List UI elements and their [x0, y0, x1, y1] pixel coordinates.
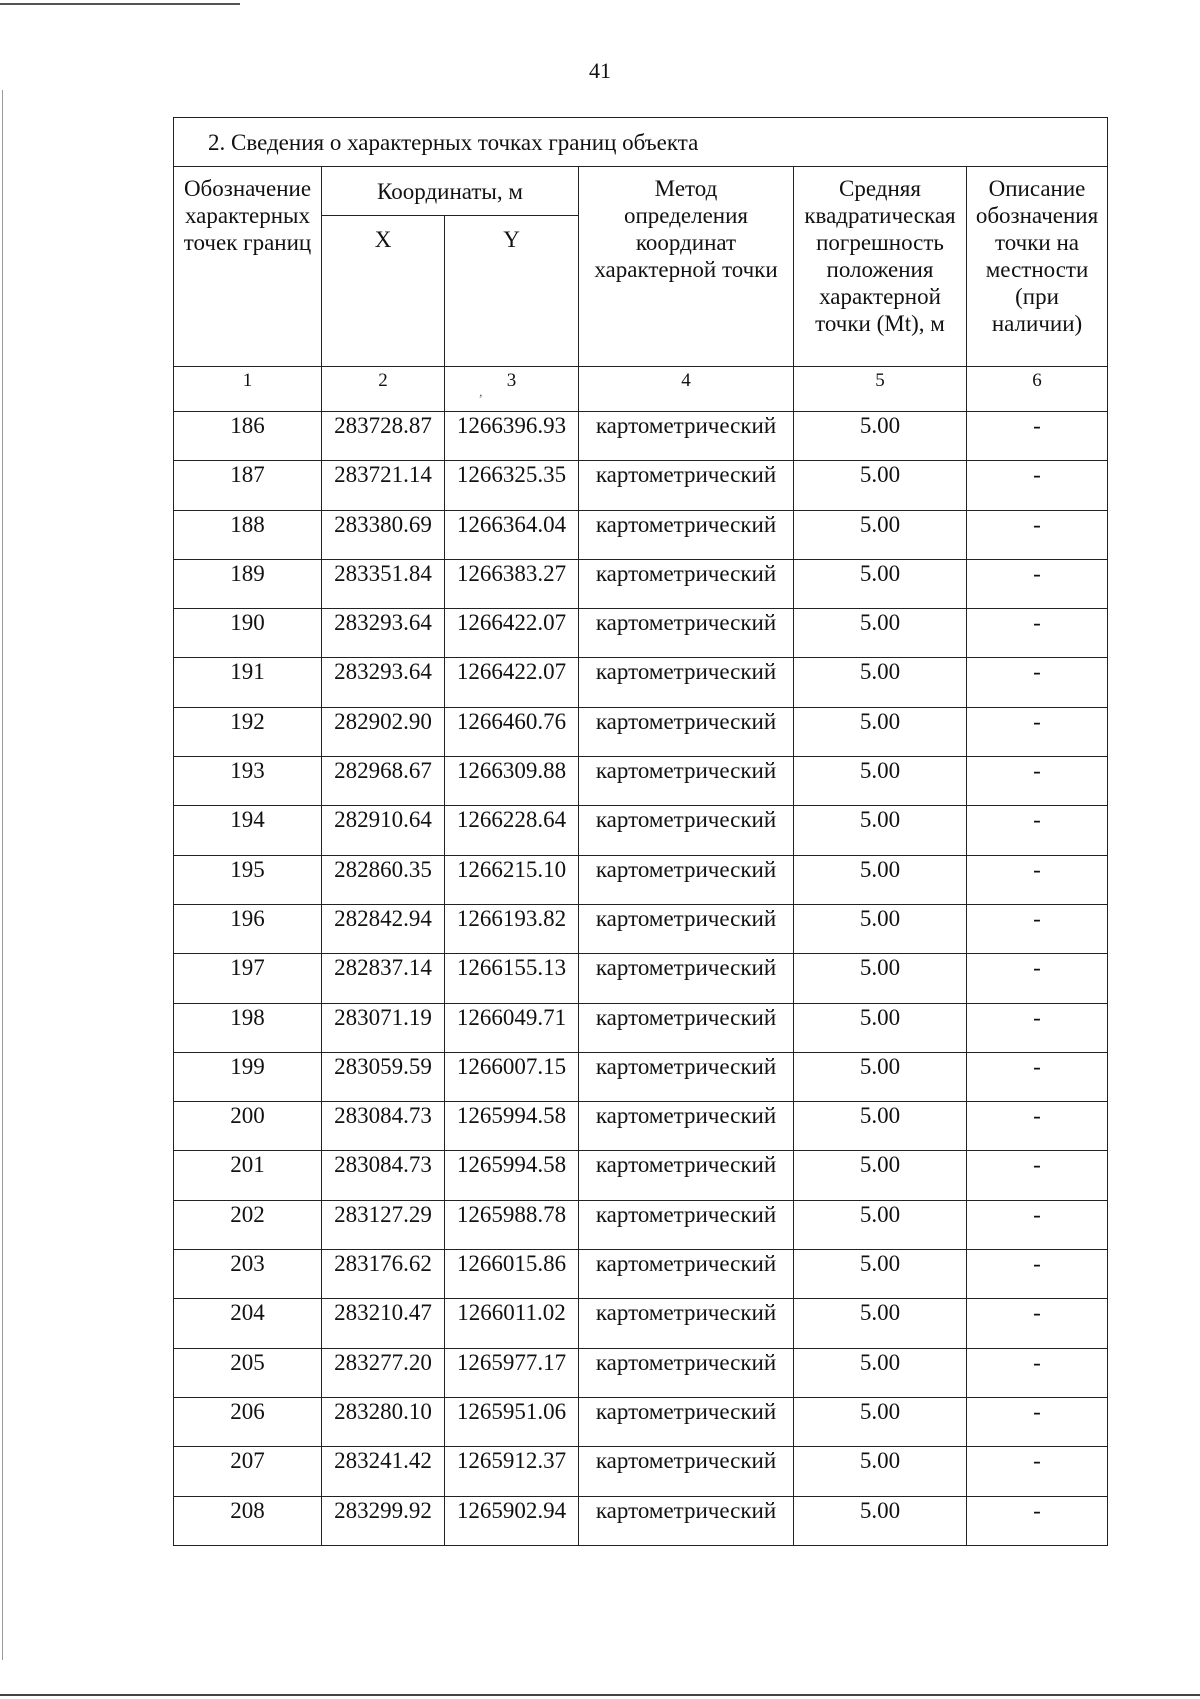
cell-mean-error: 5.00: [794, 707, 967, 756]
stray-mark: ,: [479, 385, 483, 400]
cell-mean-error: 5.00: [794, 1200, 967, 1249]
cell-mean-error: 5.00: [794, 1299, 967, 1348]
header-error: Средняя квадратическая погрешность положения характерной точки (Mt), м: [794, 167, 967, 367]
table-row: [174, 1496, 1108, 1545]
scan-edge-bottom: [0, 1694, 1200, 1696]
cell-coord-y: 1266007.15: [445, 1052, 579, 1101]
cell-method: картометрический: [579, 904, 794, 953]
column-number: 6: [967, 367, 1108, 412]
table-row: [174, 1151, 1108, 1200]
cell-point-id: 188: [174, 510, 322, 559]
cell-coord-y: 1265977.17: [445, 1348, 579, 1397]
cell-coord-y: 1266325.35: [445, 461, 579, 510]
scan-edge-top: [0, 3, 240, 5]
header-coordinates: Координаты, м: [322, 167, 579, 216]
cell-point-id: 186: [174, 412, 322, 461]
column-number: , 3: [445, 367, 579, 412]
cell-method: картометрический: [579, 461, 794, 510]
column-number-row: [174, 367, 1108, 412]
header-designation: Обозначение характерных точек границ: [174, 167, 322, 367]
cell-coord-y: 1266049.71: [445, 1003, 579, 1052]
table-row: [174, 806, 1108, 855]
cell-mean-error: 5.00: [794, 1250, 967, 1299]
column-number: 1: [174, 367, 322, 412]
cell-coord-x: 283071.19: [322, 1003, 445, 1052]
cell-point-id: 195: [174, 855, 322, 904]
cell-point-id: 191: [174, 658, 322, 707]
table-row: [174, 1052, 1108, 1101]
table-row: [174, 954, 1108, 1003]
cell-method: картометрический: [579, 1250, 794, 1299]
table-row: [174, 461, 1108, 510]
cell-mean-error: 5.00: [794, 559, 967, 608]
cell-coord-y: 1265988.78: [445, 1200, 579, 1249]
table-row: [174, 855, 1108, 904]
cell-mean-error: 5.00: [794, 658, 967, 707]
cell-point-id: 192: [174, 707, 322, 756]
cell-coord-y: 1265902.94: [445, 1496, 579, 1545]
header-description: Описание обозначения точки на местности (при наличии): [967, 167, 1108, 367]
cell-point-id: 200: [174, 1102, 322, 1151]
cell-mean-error: 5.00: [794, 412, 967, 461]
cell-coord-x: 282902.90: [322, 707, 445, 756]
cell-coord-x: 283241.42: [322, 1447, 445, 1496]
cell-point-id: 193: [174, 757, 322, 806]
cell-coord-y: 1266215.10: [445, 855, 579, 904]
cell-coord-y: 1266193.82: [445, 904, 579, 953]
cell-coord-x: 282968.67: [322, 757, 445, 806]
cell-method: картометрический: [579, 1102, 794, 1151]
cell-coord-x: 283380.69: [322, 510, 445, 559]
cell-description: -: [967, 412, 1108, 461]
cell-mean-error: 5.00: [794, 1397, 967, 1446]
cell-coord-x: 283293.64: [322, 609, 445, 658]
cell-coord-y: 1266422.07: [445, 609, 579, 658]
table-row: [174, 559, 1108, 608]
cell-mean-error: 5.00: [794, 609, 967, 658]
table-row: [174, 1397, 1108, 1446]
cell-method: картометрический: [579, 1200, 794, 1249]
cell-coord-y: 1266015.86: [445, 1250, 579, 1299]
cell-method: картометрический: [579, 806, 794, 855]
cell-coord-x: 283277.20: [322, 1348, 445, 1397]
table-row: [174, 510, 1108, 559]
cell-description: -: [967, 1151, 1108, 1200]
cell-method: картометрический: [579, 609, 794, 658]
cell-coord-x: 283351.84: [322, 559, 445, 608]
section-title: 2. Сведения о характерных точках границ объекта: [174, 118, 1108, 167]
page-number: 41: [589, 58, 611, 83]
cell-method: картометрический: [579, 658, 794, 707]
cell-coord-x: 283728.87: [322, 412, 445, 461]
cell-description: -: [967, 658, 1108, 707]
table-row: [174, 1348, 1108, 1397]
cell-description: -: [967, 1397, 1108, 1446]
cell-description: -: [967, 1250, 1108, 1299]
table-row: [174, 904, 1108, 953]
cell-coord-x: 282837.14: [322, 954, 445, 1003]
cell-description: -: [967, 1102, 1108, 1151]
cell-point-id: 189: [174, 559, 322, 608]
cell-description: -: [967, 1052, 1108, 1101]
table-row: [174, 1102, 1108, 1151]
cell-description: -: [967, 510, 1108, 559]
cell-coord-y: 1265951.06: [445, 1397, 579, 1446]
cell-method: картометрический: [579, 1151, 794, 1200]
table-row: [174, 609, 1108, 658]
column-number: 5: [794, 367, 967, 412]
cell-description: -: [967, 1003, 1108, 1052]
cell-description: -: [967, 461, 1108, 510]
cell-coord-x: 282842.94: [322, 904, 445, 953]
cell-method: картометрический: [579, 1447, 794, 1496]
cell-description: -: [967, 1348, 1108, 1397]
cell-coord-x: 283299.92: [322, 1496, 445, 1545]
boundary-points-table: [173, 117, 1108, 1546]
table-row: [174, 757, 1108, 806]
cell-mean-error: 5.00: [794, 954, 967, 1003]
cell-description: -: [967, 707, 1108, 756]
table-row: [174, 1003, 1108, 1052]
cell-method: картометрический: [579, 412, 794, 461]
cell-description: -: [967, 1496, 1108, 1545]
cell-point-id: 201: [174, 1151, 322, 1200]
table-row: [174, 1299, 1108, 1348]
cell-mean-error: 5.00: [794, 510, 967, 559]
table-row: [174, 1250, 1108, 1299]
cell-coord-x: 282910.64: [322, 806, 445, 855]
cell-mean-error: 5.00: [794, 1003, 967, 1052]
cell-coord-y: 1266155.13: [445, 954, 579, 1003]
cell-coord-y: 1266383.27: [445, 559, 579, 608]
cell-mean-error: 5.00: [794, 1151, 967, 1200]
column-number: 4: [579, 367, 794, 412]
cell-method: картометрический: [579, 559, 794, 608]
cell-coord-x: 283127.29: [322, 1200, 445, 1249]
cell-mean-error: 5.00: [794, 855, 967, 904]
table-row: [174, 1447, 1108, 1496]
header-method: Метод определения координат характерной точки: [579, 167, 794, 367]
cell-method: картометрический: [579, 954, 794, 1003]
cell-description: -: [967, 954, 1108, 1003]
cell-point-id: 206: [174, 1397, 322, 1446]
cell-coord-x: 283176.62: [322, 1250, 445, 1299]
cell-mean-error: 5.00: [794, 461, 967, 510]
cell-point-id: 205: [174, 1348, 322, 1397]
cell-coord-x: 282860.35: [322, 855, 445, 904]
cell-method: картометрический: [579, 1496, 794, 1545]
cell-coord-x: 283721.14: [322, 461, 445, 510]
cell-point-id: 198: [174, 1003, 322, 1052]
cell-point-id: 197: [174, 954, 322, 1003]
cell-method: картометрический: [579, 1397, 794, 1446]
cell-mean-error: 5.00: [794, 757, 967, 806]
cell-coord-x: 283084.73: [322, 1151, 445, 1200]
cell-method: картометрический: [579, 1299, 794, 1348]
cell-description: -: [967, 1299, 1108, 1348]
cell-point-id: 207: [174, 1447, 322, 1496]
cell-coord-y: 1266422.07: [445, 658, 579, 707]
cell-point-id: 187: [174, 461, 322, 510]
cell-description: -: [967, 757, 1108, 806]
cell-method: картометрический: [579, 855, 794, 904]
cell-coord-x: 283084.73: [322, 1102, 445, 1151]
cell-method: картометрический: [579, 707, 794, 756]
table-row: [174, 707, 1108, 756]
cell-method: картометрический: [579, 510, 794, 559]
cell-description: -: [967, 609, 1108, 658]
cell-description: -: [967, 559, 1108, 608]
cell-point-id: 208: [174, 1496, 322, 1545]
cell-coord-y: 1266011.02: [445, 1299, 579, 1348]
cell-coord-y: 1266228.64: [445, 806, 579, 855]
cell-point-id: 196: [174, 904, 322, 953]
cell-method: картометрический: [579, 757, 794, 806]
column-number: 2: [322, 367, 445, 412]
cell-coord-y: 1266364.04: [445, 510, 579, 559]
cell-coord-x: 283210.47: [322, 1299, 445, 1348]
cell-coord-y: 1265994.58: [445, 1102, 579, 1151]
cell-description: -: [967, 904, 1108, 953]
header-x: X: [322, 216, 445, 367]
cell-mean-error: 5.00: [794, 1348, 967, 1397]
cell-mean-error: 5.00: [794, 1102, 967, 1151]
table-row: [174, 658, 1108, 707]
cell-mean-error: 5.00: [794, 1447, 967, 1496]
cell-point-id: 204: [174, 1299, 322, 1348]
cell-coord-y: 1265994.58: [445, 1151, 579, 1200]
cell-coord-x: 283293.64: [322, 658, 445, 707]
scan-edge-left: [2, 90, 3, 1660]
cell-point-id: 190: [174, 609, 322, 658]
cell-point-id: 194: [174, 806, 322, 855]
table-row: [174, 412, 1108, 461]
table-row: [174, 1200, 1108, 1249]
cell-coord-y: 1266309.88: [445, 757, 579, 806]
cell-mean-error: 5.00: [794, 806, 967, 855]
cell-point-id: 202: [174, 1200, 322, 1249]
cell-mean-error: 5.00: [794, 904, 967, 953]
cell-coord-y: 1265912.37: [445, 1447, 579, 1496]
cell-mean-error: 5.00: [794, 1496, 967, 1545]
cell-description: -: [967, 855, 1108, 904]
cell-coord-y: 1266460.76: [445, 707, 579, 756]
cell-point-id: 199: [174, 1052, 322, 1101]
cell-method: картометрический: [579, 1003, 794, 1052]
cell-description: -: [967, 1447, 1108, 1496]
cell-method: картометрический: [579, 1052, 794, 1101]
cell-coord-x: 283280.10: [322, 1397, 445, 1446]
cell-mean-error: 5.00: [794, 1052, 967, 1101]
cell-method: картометрический: [579, 1348, 794, 1397]
cell-coord-y: 1266396.93: [445, 412, 579, 461]
cell-point-id: 203: [174, 1250, 322, 1299]
cell-description: -: [967, 1200, 1108, 1249]
cell-description: -: [967, 806, 1108, 855]
cell-coord-x: 283059.59: [322, 1052, 445, 1101]
header-y: Y: [445, 216, 579, 367]
